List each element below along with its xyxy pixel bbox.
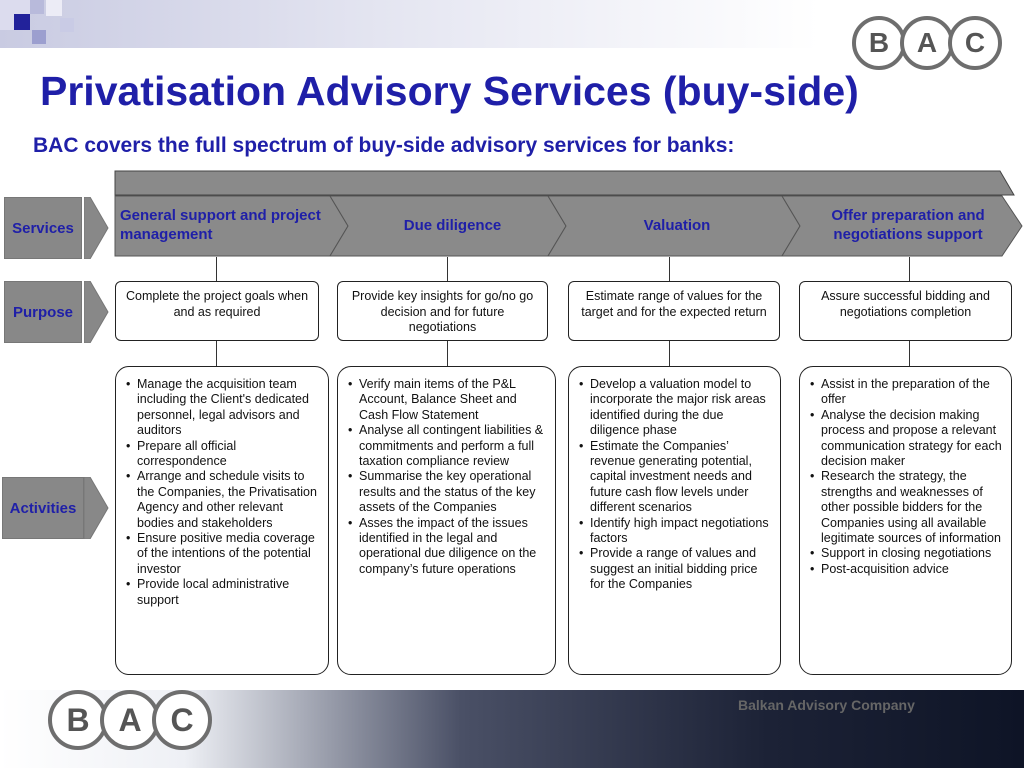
logo-ring-a <box>100 690 160 750</box>
list-item: • Arrange and schedule visits to the Companies, the Privatisation Agency and other relevant bodies and stakeholders <box>126 469 320 531</box>
activities-list <box>126 377 320 608</box>
logo-letter: A <box>118 701 142 738</box>
service-label-offer: Offer preparation and negotiations support <box>831 207 985 243</box>
service-label-due-diligence: Due diligence <box>403 216 502 234</box>
list-item: • Develop a valuation model to incorporate the major risk areas identified during the due diligence phase <box>579 377 772 439</box>
row-arrow-services <box>84 197 110 259</box>
list-item: • Analyse all contingent liabilities & commitments and perform a full taxation compliance review <box>348 423 547 469</box>
logo-letter: C <box>964 27 986 58</box>
list-item: • Provide a range of values and suggest an initial bidding price for the Companies <box>579 546 772 592</box>
purpose-box-due-diligence: Provide key insights for go/no go decision and for future negotiations <box>337 281 548 341</box>
list-item: • Estimate the Companies’ revenue generating potential, capital investment needs and future cash flow levels under different scenarios <box>579 439 772 516</box>
service-label-general: General support and project management <box>120 207 321 243</box>
list-item: • Verify main items of the P&L Account, Balance Sheet and Cash Flow Statement <box>348 377 547 423</box>
activities-list <box>810 377 1003 577</box>
row-label-purpose: Purpose <box>4 281 82 343</box>
connector-line <box>447 257 448 281</box>
row-arrow-activities <box>84 477 110 539</box>
connector-line <box>669 257 670 281</box>
logo-ring-a <box>900 16 954 70</box>
list-item: • Summarise the key operational results and the status of the key assets of the Companies <box>348 469 547 515</box>
decor-square <box>14 14 30 30</box>
activities-list <box>579 377 772 593</box>
activities-box-valuation <box>568 366 781 675</box>
service-label-valuation: Valuation <box>643 216 711 234</box>
purpose-box-valuation: Estimate range of values for the target and for the expected return <box>568 281 780 341</box>
decor-square <box>60 18 74 32</box>
logo-ring-b <box>852 16 906 70</box>
connector-line <box>669 341 670 366</box>
connector-line <box>216 257 217 281</box>
page-subtitle: BAC covers the full spectrum of buy-side advisory services for banks: <box>33 134 735 157</box>
list-item: • Ensure positive media coverage of the intentions of the potential investor <box>126 531 320 577</box>
connector-line <box>909 257 910 281</box>
row-arrow-purpose <box>84 281 110 343</box>
logo-ring-c <box>152 690 212 750</box>
purpose-box-general: Complete the project goals when and as required <box>115 281 319 341</box>
list-item: • Prepare all official correspondence <box>126 439 320 470</box>
list-item: • Research the strategy, the strengths and weaknesses of other possible bidders for the Companies using all available legitimate sources of information <box>810 469 1003 546</box>
connector-line <box>216 341 217 366</box>
list-item: • Support in closing negotiations <box>810 546 1003 561</box>
decor-square <box>32 30 46 44</box>
row-label-services: Services <box>4 197 82 259</box>
connector-line <box>447 341 448 366</box>
list-item: • Identify high impact negotiations factors <box>579 516 772 547</box>
logo-letter: B <box>66 701 90 738</box>
logo-ring-c <box>948 16 1002 70</box>
list-item: • Assist in the preparation of the offer <box>810 377 1003 408</box>
bac-logo-top <box>852 16 1002 70</box>
connector-line <box>909 341 910 366</box>
page-title: Privatisation Advisory Services (buy-side) <box>40 68 859 114</box>
activities-box-general <box>115 366 329 675</box>
purpose-box-offer: Assure successful bidding and negotiations completion <box>799 281 1012 341</box>
decor-square <box>46 0 62 16</box>
list-item: • Analyse the decision making process and propose a relevant communication strategy for each decision maker <box>810 408 1003 470</box>
logo-ring-b <box>48 690 108 750</box>
row-label-activities: Activities <box>2 477 84 539</box>
logo-letter: A <box>916 27 938 58</box>
activities-box-due-diligence <box>337 366 556 675</box>
activities-box-offer <box>799 366 1012 675</box>
footer-company-name: Balkan Advisory Company <box>738 697 915 713</box>
list-item: • Asses the impact of the issues identified in the legal and operational due diligence on the company’s future operations <box>348 516 547 578</box>
decor-square <box>30 0 44 14</box>
list-item: • Provide local administrative support <box>126 577 320 608</box>
list-item: • Manage the acquisition team including the Client's dedicated personnel, legal advisors and auditors <box>126 377 320 439</box>
bac-logo-footer <box>48 690 212 750</box>
top-band-arrow <box>115 171 1014 195</box>
list-item: • Post-acquisition advice <box>810 562 1003 577</box>
activities-list <box>348 377 547 577</box>
logo-letter: C <box>170 701 194 738</box>
logo-letter: B <box>868 27 890 58</box>
